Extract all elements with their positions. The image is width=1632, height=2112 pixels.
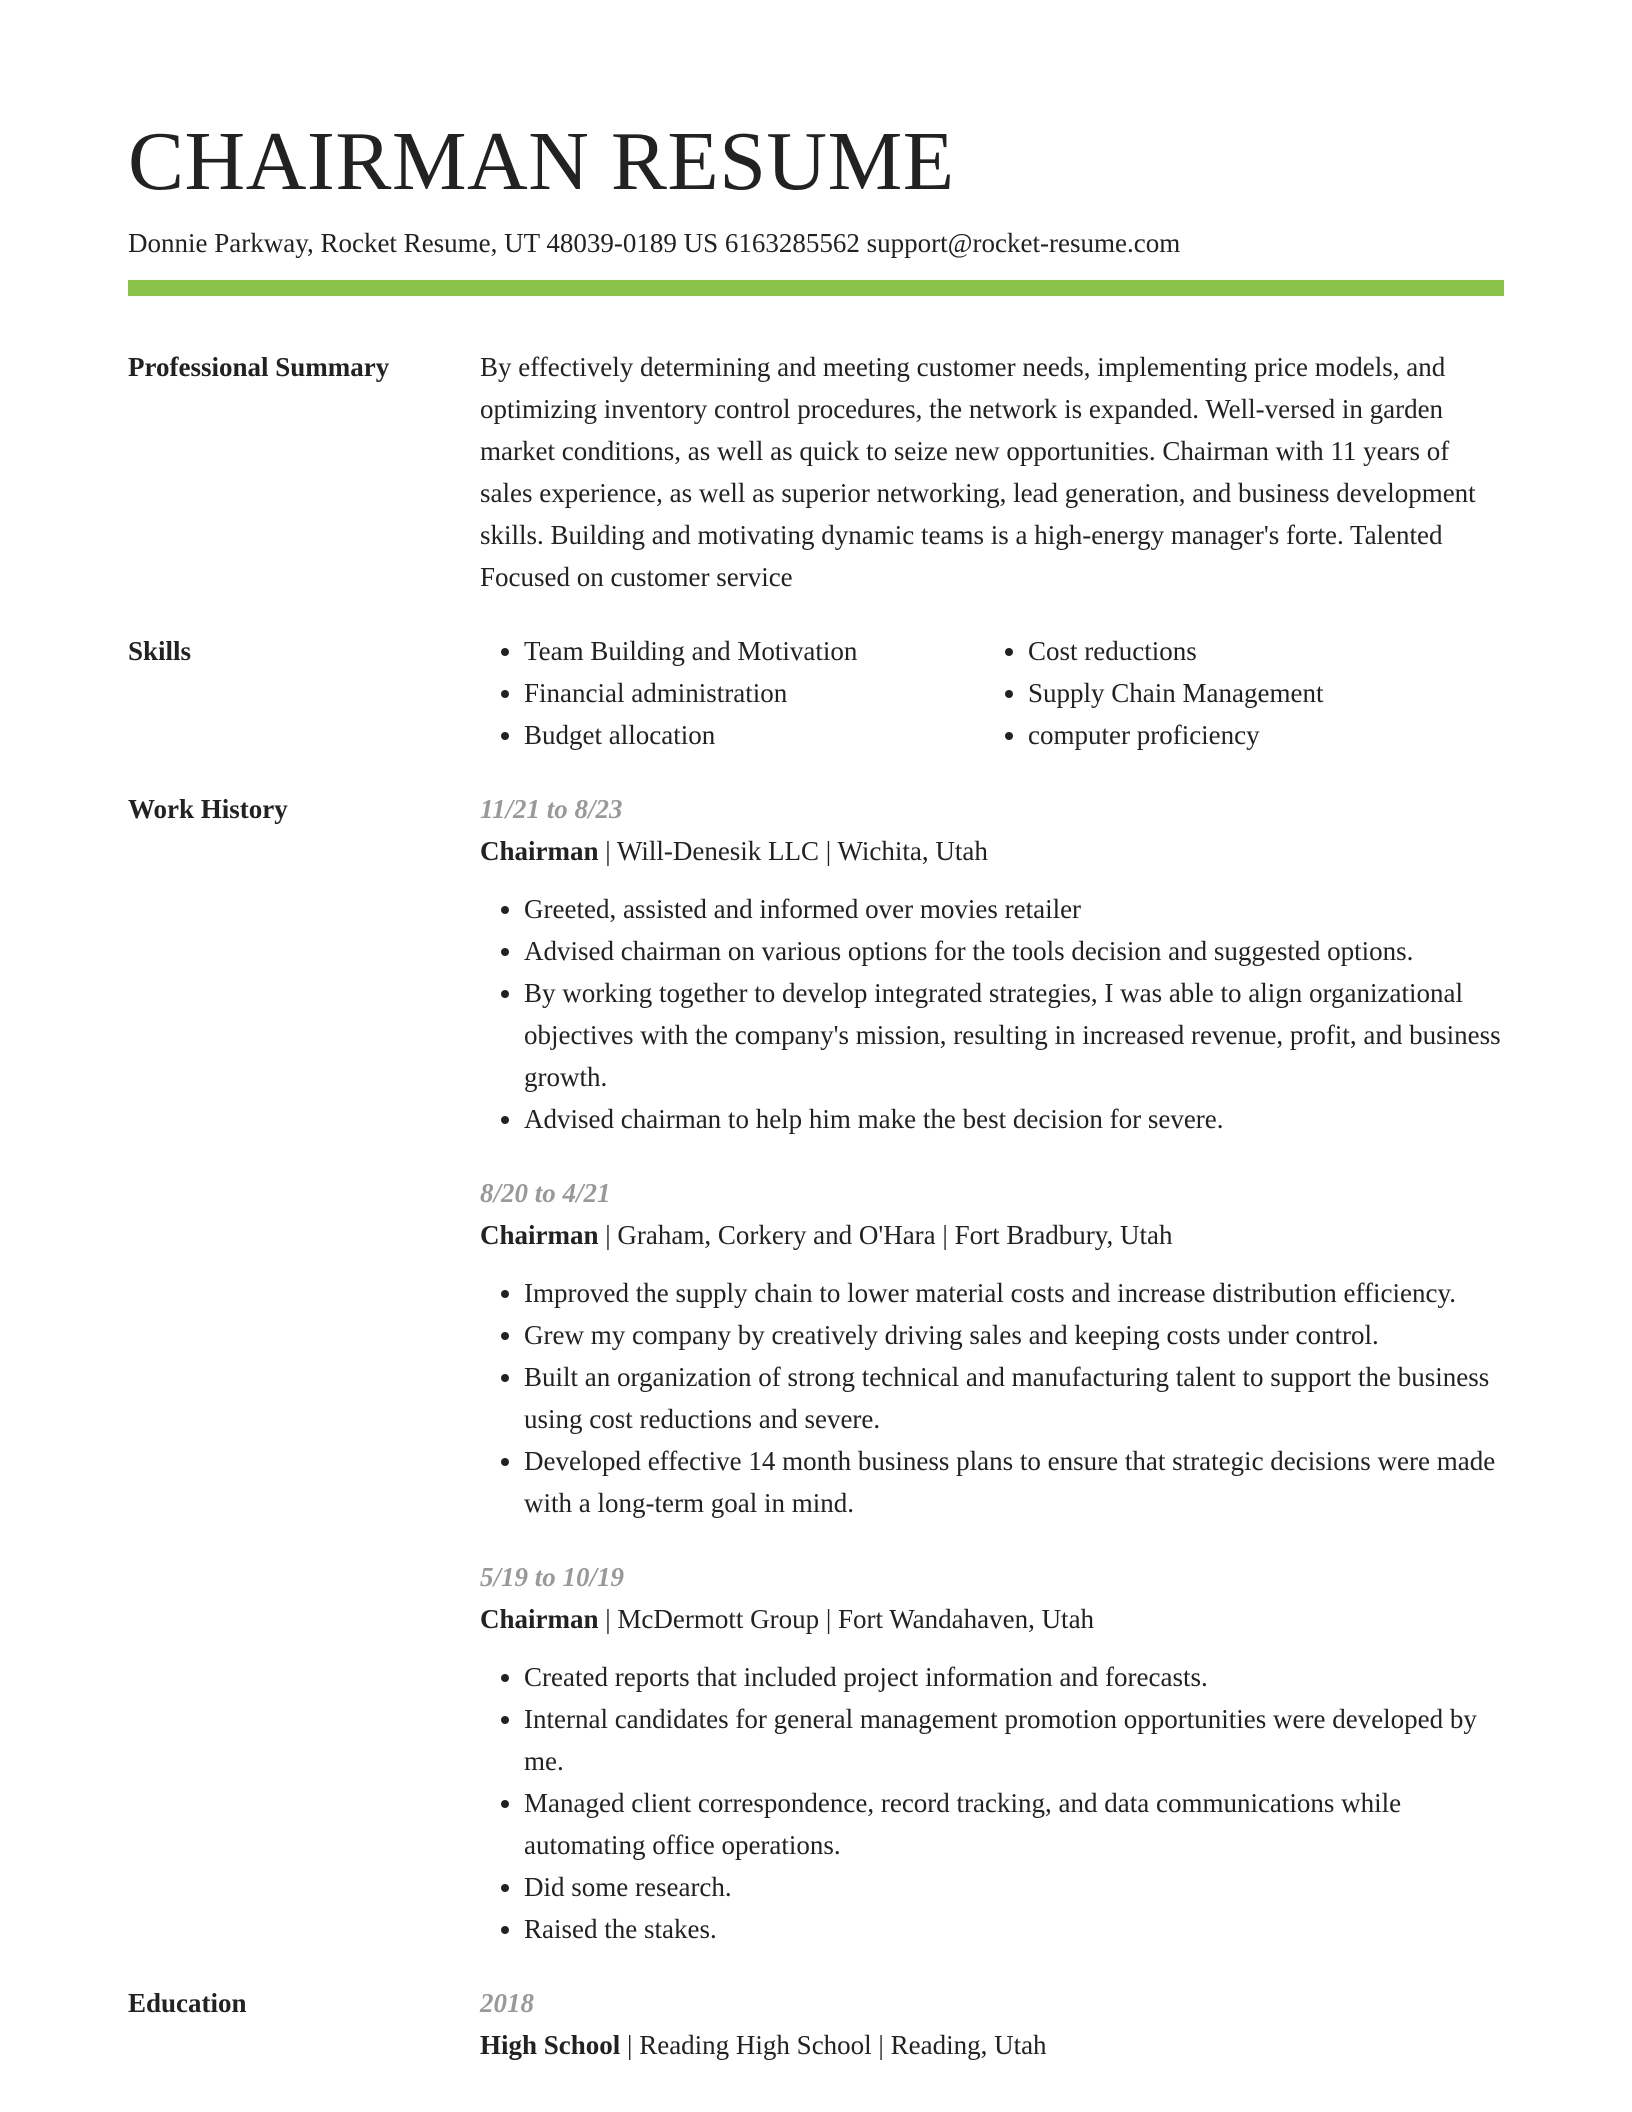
job-bullet: • Developed effective 14 month business plans to ensure that strategic decisions were made with a long-term goal in mind.: [524, 1440, 1504, 1524]
job-company: | McDermott Group | Fort Wandahaven, Utah: [598, 1604, 1095, 1635]
education-date: 2018: [480, 1988, 534, 2019]
education-section: [128, 1982, 1504, 2066]
education-body: [480, 1982, 1504, 2066]
job-bullet: • Advised chairman on various options for the tools decision and suggested options.: [524, 930, 1504, 972]
skill-item: • Cost reductions: [1028, 630, 1504, 672]
resume-title: CHAIRMAN RESUME: [128, 115, 955, 208]
job-bullet: • Created reports that included project information and forecasts.: [524, 1656, 1504, 1698]
skills-list-left: [480, 630, 984, 756]
job-bullet: • Internal candidates for general management promotion opportunities were developed by me.: [524, 1698, 1504, 1782]
accent-divider: [128, 280, 1504, 296]
skill-item: • Team Building and Motivation: [524, 630, 984, 672]
job-company: | Will-Denesik LLC | Wichita, Utah: [598, 836, 988, 867]
job-bullet: • Greeted, assisted and informed over movies retailer: [524, 888, 1504, 930]
job-date: 8/20 to 4/21: [480, 1178, 611, 1209]
job-title-line: [480, 830, 1504, 872]
skill-item: • Financial administration: [524, 672, 984, 714]
job-role: Chairman: [480, 1220, 599, 1251]
job-bullet: • Advised chairman to help him make the best decision for severe.: [524, 1098, 1504, 1140]
job-bullet: • Improved the supply chain to lower material costs and increase distribution efficiency.: [524, 1272, 1504, 1314]
job-bullets: [480, 888, 1504, 1140]
section-label-skills: Skills: [128, 636, 192, 667]
job-role: Chairman: [480, 1604, 599, 1635]
job-bullet: • Did some research.: [524, 1866, 1504, 1908]
resume-page: [128, 115, 1504, 2066]
job-date: 11/21 to 8/23: [480, 794, 623, 825]
education-school: | Reading High School | Reading, Utah: [620, 2030, 1047, 2061]
job-company: | Graham, Corkery and O'Hara | Fort Bradbury, Utah: [598, 1220, 1173, 1251]
job-bullet: • Grew my company by creatively driving sales and keeping costs under control.: [524, 1314, 1504, 1356]
section-label-summary: Professional Summary: [128, 352, 390, 383]
job-date: 5/19 to 10/19: [480, 1562, 625, 1593]
job-role: Chairman: [480, 836, 599, 867]
skill-item: • Budget allocation: [524, 714, 984, 756]
skills-grid: [480, 630, 1504, 756]
education-line: [480, 2024, 1504, 2066]
job-bullets: [480, 1656, 1504, 1950]
work-history-body: [480, 788, 1504, 1950]
summary-text: By effectively determining and meeting customer needs, implementing price models, and optimizing inventory control procedures, the network is expanded. Well-versed in garden market conditions, as well as quick to seize new opportunities. Chairman with 11 years of sales experience, as well as superior networking, lead generation, and business development skills. Building and motivating dynamic teams is a high-energy manager's forte. Talented Focused on customer service: [480, 352, 1476, 593]
job-entry: [480, 788, 1504, 1140]
job-bullet: • Raised the stakes.: [524, 1908, 1504, 1950]
job-bullets: [480, 1272, 1504, 1524]
job-entry: [480, 1556, 1504, 1950]
job-bullet: • By working together to develop integrated strategies, I was able to align organizational objectives with the company's mission, resulting in increased revenue, profit, and business growth.: [524, 972, 1504, 1098]
summary-section: [128, 346, 1504, 598]
skill-item: • Supply Chain Management: [1028, 672, 1504, 714]
skills-list-right: [984, 630, 1504, 756]
job-title-line: [480, 1598, 1504, 1640]
skills-section: [128, 630, 1504, 756]
work-history-section: [128, 788, 1504, 1950]
job-title-line: [480, 1214, 1504, 1256]
job-bullet: • Managed client correspondence, record tracking, and data communications while automating office operations.: [524, 1782, 1504, 1866]
contact-line: Donnie Parkway, Rocket Resume, UT 48039-0189 US 6163285562 support@rocket-resume.com: [128, 228, 1181, 259]
job-bullet: • Built an organization of strong technical and manufacturing talent to support the business using cost reductions and severe.: [524, 1356, 1504, 1440]
section-label-work: Work History: [128, 794, 288, 825]
education-degree: High School: [480, 2030, 621, 2061]
section-label-education: Education: [128, 1988, 247, 2019]
skill-item: • computer proficiency: [1028, 714, 1504, 756]
job-entry: [480, 1172, 1504, 1524]
